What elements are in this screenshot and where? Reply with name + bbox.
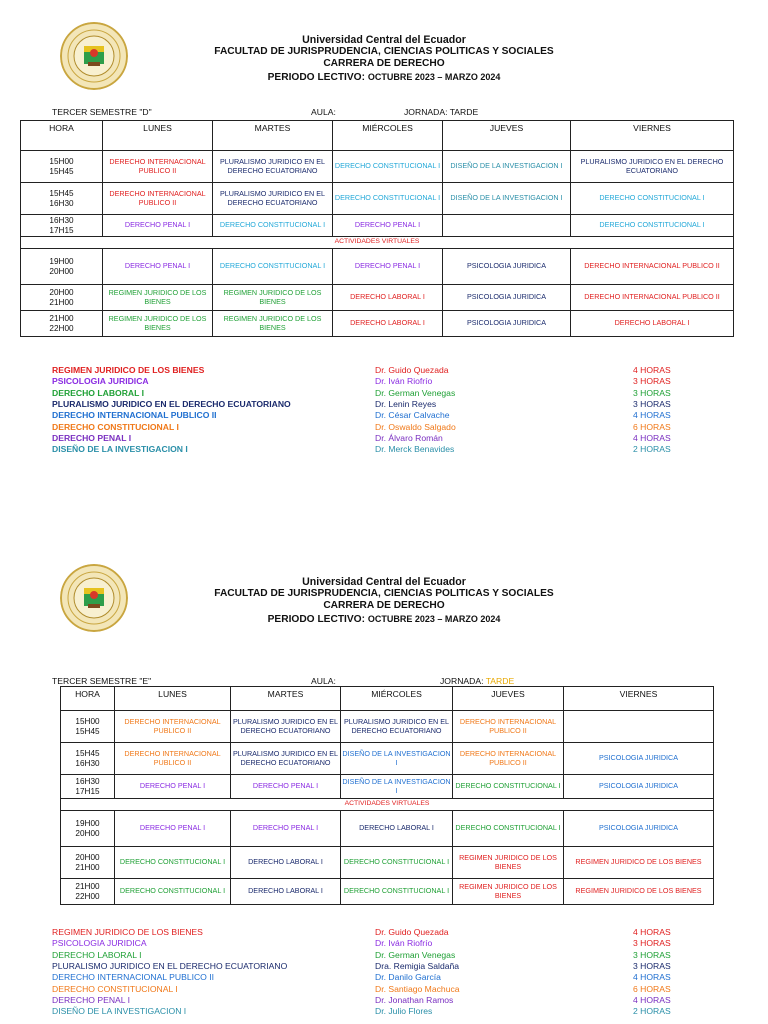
virtual-activities-label: ACTIVIDADES VIRTUALES <box>21 237 734 249</box>
class-cell: DERECHO LABORAL I <box>571 311 734 337</box>
column-header: VIERNES <box>571 121 734 151</box>
class-cell: DERECHO CONSTITUCIONAL I <box>571 183 734 215</box>
legend-row <box>0 422 768 433</box>
legend-subject: DERECHO LABORAL I <box>52 387 144 398</box>
class-cell: REGIMEN JURIDICO DE LOS BIENES <box>453 847 564 879</box>
class-cell: DISEÑO DE LA INVESTIGACION I <box>341 775 453 799</box>
class-cell: DERECHO PENAL I <box>333 215 443 237</box>
legend-professor: Dr. Santiago Machuca <box>375 983 460 994</box>
class-cell: DERECHO CONSTITUCIONAL I <box>213 249 333 285</box>
class-cell: DERECHO CONSTITUCIONAL I <box>453 775 564 799</box>
legend-row <box>0 376 768 387</box>
time-value: 15H45 <box>49 166 74 176</box>
class-cell: PLURALISMO JURIDICO EN EL DERECHO ECUATORIANO <box>231 711 341 743</box>
column-header: HORA <box>21 121 103 151</box>
legend-hours: 4 HORAS <box>633 432 671 443</box>
legend-professor: Dr. Danilo García <box>375 972 441 983</box>
time-value: 16H30 <box>49 198 74 208</box>
class-cell: DERECHO PENAL I <box>103 215 213 237</box>
time-slot-row <box>61 743 714 775</box>
aula-label: AULA: <box>311 107 336 117</box>
virtual-activities-label: ACTIVIDADES VIRTUALES <box>61 799 714 811</box>
legend-subject: DERECHO PENAL I <box>52 994 130 1005</box>
legend-professor: Dr. German Venegas <box>375 949 456 960</box>
legend-hours: 4 HORAS <box>633 972 671 983</box>
legend-subject: PLURALISMO JURIDICO EN EL DERECHO ECUATORIANO <box>52 398 291 409</box>
legend-hours: 4 HORAS <box>633 365 671 375</box>
legend-hours: 6 HORAS <box>633 983 671 994</box>
time-value: 20H00 <box>49 266 74 276</box>
legend-row <box>0 388 768 399</box>
period-label: PERIODO LECTIVO: <box>267 71 365 83</box>
class-cell: DERECHO CONSTITUCIONAL I <box>115 847 231 879</box>
class-cell: DERECHO PENAL I <box>231 811 341 847</box>
legend-subject: DERECHO CONSTITUCIONAL I <box>52 421 179 432</box>
column-header: JUEVES <box>443 121 571 151</box>
time-value: 16H30 <box>75 758 100 768</box>
legend-row <box>0 984 768 995</box>
legend-row <box>0 1006 768 1017</box>
faculty-name: FACULTAD DE JURISPRUDENCIA, CIENCIAS POLITICAS Y SOCIALES <box>214 46 554 58</box>
column-header: MARTES <box>231 687 341 711</box>
legend-professor: Dr. German Venegas <box>375 387 456 398</box>
jornada-value: TARDE <box>485 676 515 686</box>
time-slot-row <box>21 311 734 337</box>
class-cell: DERECHO INTERNACIONAL PUBLICO II <box>115 743 231 775</box>
jornada-info <box>404 107 478 117</box>
time-slot-row <box>21 215 734 237</box>
time-slot-row <box>21 151 734 183</box>
class-cell: DERECHO CONSTITUCIONAL I <box>213 215 333 237</box>
time-value: 19H00 <box>49 256 74 266</box>
time-value: 17H15 <box>49 225 74 235</box>
column-header: MIÉRCOLES <box>333 121 443 151</box>
university-name: Universidad Central del Ecuador <box>302 576 466 588</box>
legend-row <box>0 995 768 1006</box>
legend-subject: DERECHO INTERNACIONAL PUBLICO II <box>52 972 215 983</box>
academic-period <box>0 613 768 626</box>
class-cell: PSICOLOGIA JURIDICA <box>564 743 714 775</box>
class-cell: REGIMEN JURIDICO DE LOS BIENES <box>213 285 333 311</box>
header-row <box>61 687 714 711</box>
time-value: 15H45 <box>75 748 100 758</box>
class-cell: REGIMEN JURIDICO DE LOS BIENES <box>564 847 714 879</box>
time-slot-row <box>61 879 714 905</box>
time-value: 20H00 <box>75 828 100 838</box>
legend-professor: Dr. Oswaldo Salgado <box>375 421 456 432</box>
legend-subject: PSICOLOGIA JURIDICA <box>52 938 147 949</box>
header-row <box>21 121 734 151</box>
column-header: VIERNES <box>564 687 714 711</box>
schedule-table-e <box>60 686 714 905</box>
semester-label: TERCER SEMESTRE "D" <box>52 107 152 117</box>
legend-subject: PLURALISMO JURIDICO EN EL DERECHO ECUATORIANO <box>52 960 288 971</box>
legend-row <box>0 961 768 972</box>
academic-period <box>0 71 768 84</box>
time-slot <box>21 183 103 215</box>
page-header <box>0 34 768 84</box>
legend-hours: 2 HORAS <box>633 1006 671 1017</box>
class-cell: PSICOLOGIA JURIDICA <box>564 775 714 799</box>
legend-subject: DISEÑO DE LA INVESTIGACION I <box>52 444 188 455</box>
legend-hours: 4 HORAS <box>633 927 671 937</box>
time-value: 17H15 <box>75 786 100 796</box>
time-value: 22H00 <box>49 323 74 333</box>
column-header: MIÉRCOLES <box>341 687 453 711</box>
legend-row <box>0 972 768 983</box>
class-cell: PLURALISMO JURIDICO EN EL DERECHO ECUATORIANO <box>231 743 341 775</box>
class-cell: DERECHO LABORAL I <box>231 847 341 879</box>
class-cell: DERECHO CONSTITUCIONAL I <box>115 879 231 905</box>
time-value: 16H30 <box>49 215 74 225</box>
legend-row <box>0 365 768 376</box>
legend-hours: 3 HORAS <box>633 960 671 971</box>
class-cell: DERECHO LABORAL I <box>333 285 443 311</box>
class-cell: DERECHO CONSTITUCIONAL I <box>571 215 734 237</box>
time-slot <box>61 811 115 847</box>
university-name: Universidad Central del Ecuador <box>302 34 466 46</box>
time-slot-row <box>21 183 734 215</box>
legend-subject: DERECHO INTERNACIONAL PUBLICO II <box>52 410 217 421</box>
time-slot <box>61 711 115 743</box>
class-cell: DERECHO INTERNACIONAL PUBLICO II <box>571 285 734 311</box>
class-cell: DERECHO PENAL I <box>333 249 443 285</box>
time-slot <box>61 847 115 879</box>
legend-row <box>0 410 768 421</box>
class-cell: DISEÑO DE LA INVESTIGACION I <box>443 183 571 215</box>
class-cell: REGIMEN JURIDICO DE LOS BIENES <box>103 311 213 337</box>
legend-row <box>0 444 768 455</box>
legend-hours: 3 HORAS <box>633 938 671 949</box>
time-slot <box>21 215 103 237</box>
column-header: LUNES <box>103 121 213 151</box>
class-cell <box>443 215 571 237</box>
class-cell <box>564 711 714 743</box>
schedule-table-d <box>20 120 734 337</box>
class-cell: REGIMEN JURIDICO DE LOS BIENES <box>453 879 564 905</box>
class-cell: DERECHO CONSTITUCIONAL I <box>341 879 453 905</box>
jornada-label: JORNADA: <box>404 107 448 117</box>
jornada-value: TARDE <box>449 107 479 117</box>
legend-professor: Dr. Lenin Reyes <box>375 398 437 409</box>
time-slot <box>21 285 103 311</box>
time-slot-row <box>61 811 714 847</box>
legend-subject: DISEÑO DE LA INVESTIGACION I <box>52 1006 187 1017</box>
schedule-page-d <box>0 0 768 470</box>
time-slot <box>21 311 103 337</box>
time-value: 15H45 <box>75 726 100 736</box>
page-header <box>0 576 768 626</box>
time-slot <box>61 775 115 799</box>
class-cell: DERECHO LABORAL I <box>341 811 453 847</box>
legend-professor: Dr. Merck Benavides <box>375 444 455 455</box>
class-cell: PLURALISMO JURIDICO EN EL DERECHO ECUATORIANO <box>341 711 453 743</box>
class-cell: REGIMEN JURIDICO DE LOS BIENES <box>103 285 213 311</box>
legend-hours: 3 HORAS <box>633 949 671 960</box>
legend-professor: Dr. Iván Riofrío <box>375 938 433 949</box>
faculty-name: FACULTAD DE JURISPRUDENCIA, CIENCIAS POLITICAS Y SOCIALES <box>214 588 554 600</box>
period-value: OCTUBRE 2023 – MARZO 2024 <box>367 613 501 624</box>
time-slot-row <box>61 847 714 879</box>
class-cell: DERECHO CONSTITUCIONAL I <box>333 151 443 183</box>
schedule-page-e <box>0 554 768 1024</box>
class-cell: DERECHO CONSTITUCIONAL I <box>333 183 443 215</box>
legend-subject: DERECHO CONSTITUCIONAL I <box>52 983 178 994</box>
column-header: HORA <box>61 687 115 711</box>
class-cell: PSICOLOGIA JURIDICA <box>443 311 571 337</box>
virtual-activities-row <box>21 237 734 249</box>
legend-row <box>0 938 768 949</box>
time-value: 21H00 <box>49 313 74 323</box>
class-cell: DERECHO INTERNACIONAL PUBLICO II <box>115 711 231 743</box>
legend-hours: 2 HORAS <box>633 444 671 455</box>
time-value: 15H45 <box>49 188 74 198</box>
legend-professor: Dr. Jonathan Ramos <box>375 994 454 1005</box>
legend-subject: PSICOLOGIA JURIDICA <box>52 376 149 387</box>
time-slot <box>21 151 103 183</box>
time-value: 15H00 <box>75 716 100 726</box>
class-cell: DERECHO CONSTITUCIONAL I <box>341 847 453 879</box>
jornada-info <box>440 676 514 686</box>
class-cell: REGIMEN JURIDICO DE LOS BIENES <box>564 879 714 905</box>
class-cell: DERECHO PENAL I <box>115 775 231 799</box>
legend-professor: Dra. Remigia Saldaña <box>375 960 460 971</box>
time-slot <box>61 879 115 905</box>
class-cell: REGIMEN JURIDICO DE LOS BIENES <box>213 311 333 337</box>
legend-professor: Dr. Álvaro Román <box>375 432 443 443</box>
class-cell: DERECHO INTERNACIONAL PUBLICO II <box>453 743 564 775</box>
legend-professor: Dr. Guido Quezada <box>375 927 449 937</box>
class-cell: PLURALISMO JURIDICO EN EL DERECHO ECUATORIANO <box>213 183 333 215</box>
class-cell: DERECHO LABORAL I <box>333 311 443 337</box>
legend-hours: 3 HORAS <box>633 398 671 409</box>
time-slot-row <box>61 711 714 743</box>
class-cell: DERECHO PENAL I <box>115 811 231 847</box>
class-cell: PSICOLOGIA JURIDICA <box>443 249 571 285</box>
class-cell: DERECHO PENAL I <box>231 775 341 799</box>
class-cell: PLURALISMO JURIDICO EN EL DERECHO ECUATORIANO <box>213 151 333 183</box>
legend-subject: REGIMEN JURIDICO DE LOS BIENES <box>52 927 203 937</box>
legend-hours: 3 HORAS <box>633 376 671 387</box>
class-cell: DERECHO INTERNACIONAL PUBLICO II <box>103 151 213 183</box>
class-cell: PLURALISMO JURIDICO EN EL DERECHO ECUATORIANO <box>571 151 734 183</box>
class-cell: DERECHO LABORAL I <box>231 879 341 905</box>
career-name: CARRERA DE DERECHO <box>323 58 445 70</box>
period-value: OCTUBRE 2023 – MARZO 2024 <box>367 71 501 82</box>
legend-hours: 6 HORAS <box>633 421 671 432</box>
class-cell: DERECHO PENAL I <box>103 249 213 285</box>
legend-subject: DERECHO PENAL I <box>52 432 132 443</box>
time-slot-row <box>61 775 714 799</box>
time-value: 15H00 <box>49 156 74 166</box>
class-cell: PSICOLOGIA JURIDICA <box>443 285 571 311</box>
time-value: 20H00 <box>49 287 74 297</box>
class-cell: DISEÑO DE LA INVESTIGACION I <box>443 151 571 183</box>
column-header: LUNES <box>115 687 231 711</box>
period-label: PERIODO LECTIVO: <box>267 613 365 625</box>
time-slot <box>61 743 115 775</box>
time-slot-row <box>21 249 734 285</box>
legend-hours: 4 HORAS <box>633 994 671 1005</box>
class-cell: DERECHO INTERNACIONAL PUBLICO II <box>103 183 213 215</box>
legend-row <box>0 927 768 938</box>
time-value: 22H00 <box>75 891 100 901</box>
time-value: 21H00 <box>49 297 74 307</box>
legend-professor: Dr. Guido Quezada <box>375 365 449 375</box>
class-cell: DERECHO INTERNACIONAL PUBLICO II <box>571 249 734 285</box>
column-header: MARTES <box>213 121 333 151</box>
legend-row <box>0 950 768 961</box>
class-cell: DERECHO CONSTITUCIONAL I <box>453 811 564 847</box>
time-slot <box>21 249 103 285</box>
jornada-label: JORNADA: <box>440 676 484 686</box>
time-value: 20H00 <box>75 852 100 862</box>
career-name: CARRERA DE DERECHO <box>323 600 445 612</box>
class-cell: DISEÑO DE LA INVESTIGACION I <box>341 743 453 775</box>
legend-hours: 3 HORAS <box>633 387 671 398</box>
legend-professor: Dr. César Calvache <box>375 410 450 421</box>
time-value: 16H30 <box>75 776 100 786</box>
time-value: 19H00 <box>75 818 100 828</box>
semester-label: TERCER SEMESTRE "E" <box>52 676 152 686</box>
legend-row <box>0 433 768 444</box>
legend-professor: Dr. Iván Riofrío <box>375 376 433 387</box>
legend-hours: 4 HORAS <box>633 410 671 421</box>
legend-row <box>0 399 768 410</box>
time-slot-row <box>21 285 734 311</box>
time-value: 21H00 <box>75 862 100 872</box>
legend-subject: DERECHO LABORAL I <box>52 949 142 960</box>
time-value: 21H00 <box>75 881 100 891</box>
virtual-activities-row <box>61 799 714 811</box>
class-cell: DERECHO INTERNACIONAL PUBLICO II <box>453 711 564 743</box>
legend-subject: REGIMEN JURIDICO DE LOS BIENES <box>52 365 205 375</box>
class-cell: PSICOLOGIA JURIDICA <box>564 811 714 847</box>
column-header: JUEVES <box>453 687 564 711</box>
aula-label: AULA: <box>311 676 336 686</box>
legend-professor: Dr. Julio Flores <box>375 1006 433 1017</box>
